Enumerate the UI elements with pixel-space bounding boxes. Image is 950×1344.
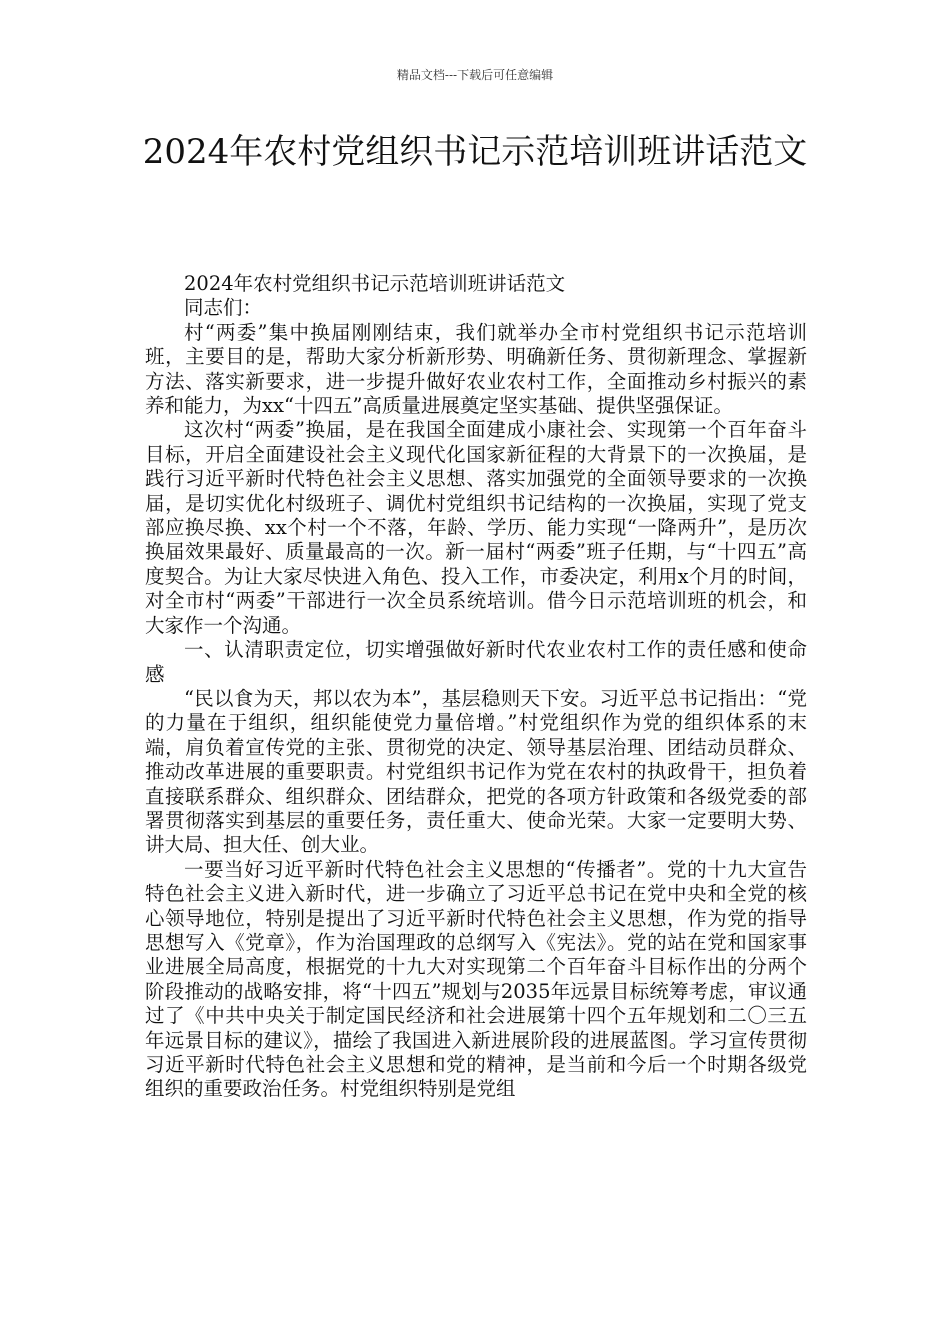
paragraph-4: 一要当好习近平新时代特色社会主义思想的“传播者”。党的十九大宣告特色社会主义进入新时代，进一步确立了习近平总书记在党中央和全党的核心领导地位，特别是提出了习近平新时代特色社会主义思想，作为党的指导思想写入《党章》，作为治国理政的总纲写入《宪法》。党的站在党和国家事业进展全局高度，根据党的十九大对实现第二个百年奋斗目标作出的分两个阶段推动的战略安排，将“十四五”规划与2035年远景目标统筹考虑，审议通过了《中共中央关于制定国民经济和社会进展第十四个五年规划和二〇三五年远景目标的建议》，描绘了我国进入新进展阶段的进展蓝图。学习宣传贯彻习近平新时代特色社会主义思想和党的精神，是当前和今后一个时期各级党组织的重要政治任务。村党组织特别是党组 — [145, 857, 807, 1101]
paragraph-3: “民以食为天，邦以农为本”，基层稳则天下安。习近平总书记指出：“党的力量在于组织，组织能使党力量倍增。”村党组织作为党的组织体系的末端，肩负着宣传党的主张、贯彻党的决定、领导基层治理、团结动员群众、推动改革进展的重要职责。村党组织书记作为党在农村的执政骨干，担负着直接联系群众、组织群众、团结群众，把党的各项方针政策和各级党委的部署贯彻落实到基层的重要任务，责任重大、使命光荣。大家一定要明大势、讲大局、担大任、创大业。 — [145, 686, 807, 857]
document-title: 2024年农村党组织书记示范培训班讲话范文 — [142, 132, 808, 172]
subtitle-line: 2024年农村党组织书记示范培训班讲话范文 — [184, 272, 566, 295]
document-body — [145, 272, 807, 1102]
header-note: 精品文档---下载后可任意编辑 — [396, 68, 554, 82]
paragraph-2: 这次村“两委”换届，是在我国全面建成小康社会、实现第一个百年奋斗目标，开启全面建设社会主义现代化国家新征程的大背景下的一次换届，是践行习近平新时代特色社会主义思想、落实加强党的全面领导要求的一次换届，是切实优化村级班子、调优村党组织书记结构的一次换届，实现了党支部应换尽换、xx个村一个不落，年龄、学历、能力实现“一降两升”，是历次换届效果最好、质量最高的一次。新一届村“两委”班子任期，与“十四五”高度契合。为让大家尽快进入角色、投入工作，市委决定，利用x个月的时间，对全市村“两委”干部进行一次全员系统培训。借今日示范培训班的机会，和大家作一个沟通。 — [145, 418, 807, 637]
paragraph-1: 村“两委”集中换届刚刚结束，我们就举办全市村党组织书记示范培训班，主要目的是，帮助大家分析新形势、明确新任务、贯彻新理念、掌握新方法、落实新要求，进一步提升做好农业农村工作，全面推动乡村振兴的素养和能力，为xx“十四五”高质量进展奠定坚实基础、提供坚强保证。 — [145, 320, 807, 418]
section-heading-1: 一、认清职责定位，切实增强做好新时代农业农村工作的责任感和使命感 — [145, 638, 807, 686]
salutation: 同志们： — [184, 296, 263, 320]
